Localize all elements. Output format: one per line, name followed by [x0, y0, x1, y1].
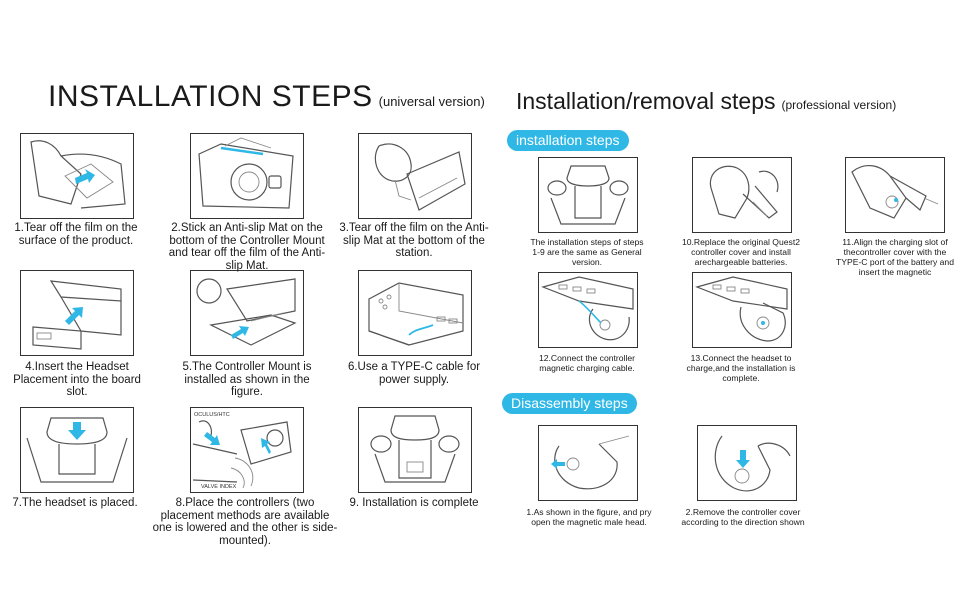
step-8-caption: 8.Place the controllers (two placement methods are available one is lowered and the other is side-mounted).: [152, 497, 338, 547]
disassembly-step-2-caption: 2.Remove the controller cover according to the direction shown: [681, 507, 805, 527]
step-2-caption: 2.Stick an Anti-slip Mat on the bottom of the Controller Mount and tear off the film of the Anti-slip Mat.: [168, 222, 326, 272]
step-11-caption: 11.Align the charging slot of thecontroller cover with the TYPE-C port of the battery and insert the magnetic: [836, 237, 954, 277]
right-subtitle: (professional version): [781, 98, 897, 112]
step-6-illustration: [358, 270, 472, 356]
disassembly-step-1-illustration: [538, 425, 638, 501]
step-10-caption: 10.Replace the original Quest2 controller cover and install arechargeable batteries.: [681, 237, 800, 267]
step-general-illustration: [538, 157, 638, 233]
step-5-illustration: [190, 270, 304, 356]
left-title-text: INSTALLATION STEPS: [48, 80, 373, 113]
step-7-caption: 7.The headset is placed.: [12, 497, 138, 509]
step-3-illustration: [358, 133, 472, 219]
step-13-caption: 13.Connect the headset to charge,and the installation is complete.: [686, 353, 796, 383]
step-6-caption: 6.Use a TYPE-C cable for power supply.: [347, 361, 481, 386]
step-9-illustration: [358, 407, 472, 493]
step-12-caption: 12.Connect the controller magnetic charging cable.: [538, 353, 636, 373]
disassembly-step-2-illustration: [697, 425, 797, 501]
step-1-illustration: [20, 133, 134, 219]
step-general-caption: The installation steps of steps 1-9 are the same as General version.: [530, 237, 644, 267]
installation-steps-badge: installation steps: [507, 130, 629, 151]
left-title: [48, 80, 485, 114]
step-7-illustration: [20, 407, 134, 493]
step-2-illustration: [190, 133, 304, 219]
disassembly-step-1-caption: 1.As shown in the figure, and pry open the magnetic male head.: [526, 507, 652, 527]
step-8-label-bottom: VALVE INDEX: [201, 484, 237, 490]
disassembly-steps-badge: Disassembly steps: [502, 393, 637, 414]
step-10-illustration: [692, 157, 792, 233]
left-subtitle: (universal version): [378, 94, 485, 109]
step-3-caption: 3.Tear off the film on the Anti-slip Mat at the bottom of the station.: [339, 222, 489, 259]
step-11-illustration: [845, 157, 945, 233]
step-4-illustration: [20, 270, 134, 356]
step-13-illustration: [692, 272, 792, 348]
step-1-caption: 1.Tear off the film on the surface of the product.: [14, 222, 138, 247]
step-5-caption: 5.The Controller Mount is installed as shown in the figure.: [182, 361, 312, 398]
right-title-text: Installation/removal steps: [516, 88, 776, 114]
step-4-caption: 4.Insert the Headset Placement into the board slot.: [13, 361, 141, 398]
step-8-illustration: [190, 407, 304, 493]
step-12-illustration: [538, 272, 638, 348]
step-8-label-top: OCULUS/HTC: [194, 412, 230, 418]
right-title: [516, 88, 896, 115]
step-9-caption: 9. Installation is complete: [349, 497, 479, 509]
